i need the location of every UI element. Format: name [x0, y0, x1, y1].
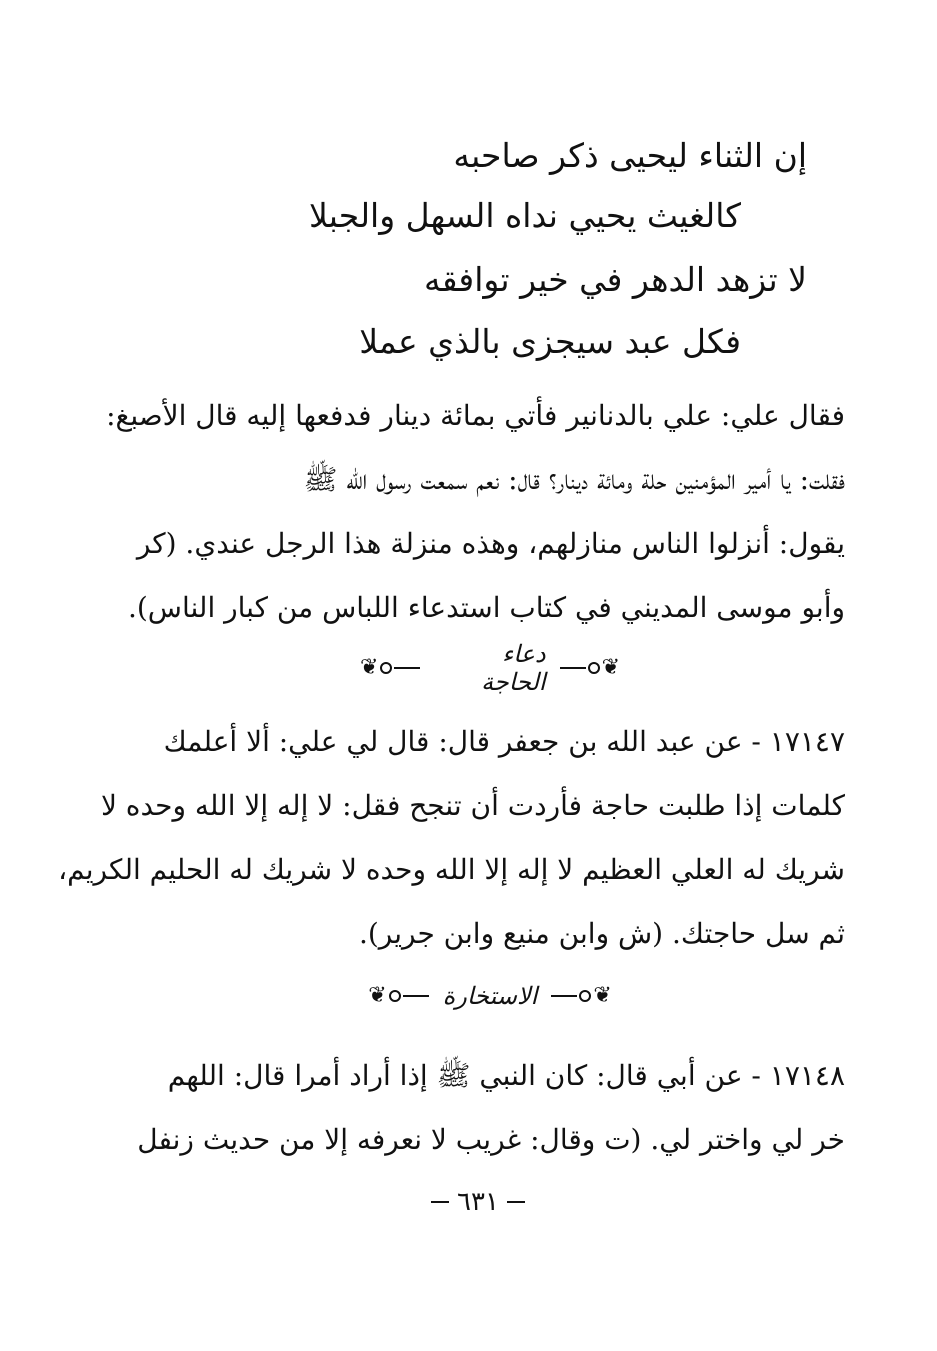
paragraph-2-line: شريك له العلي العظيم لا إله إلا الله وحده لا شريك له الحليم الكريم، [58, 853, 845, 886]
ornament-left-icon: ❦ [368, 985, 428, 1007]
paragraph-3-line: خر لي واختر لي. (ت وقال: غريب لا نعرفه إلا من حديث زنفل [137, 1123, 845, 1156]
poem-verse-3: لا تزهد الدهر في خير توافقه [424, 260, 807, 299]
ornament-right-icon: ❦ [560, 657, 620, 679]
page-number-text: ٦٣١ [457, 1187, 499, 1217]
paragraph-2-line: ثم سل حاجتك. (ش وابن منيع وابن جرير). [358, 917, 845, 950]
paragraph-2 [58, 710, 845, 966]
paragraph-1-line: فقال علي: علي بالدنانير فأتي بمائة دينار فدفعها إليه قال الأصبغ: [106, 399, 845, 432]
paragraph-1-line: يقول: أنزلوا الناس منازلهم، وهذه منزلة هذا الرجل عندي. (كر [136, 527, 845, 560]
poem-verse-1: إن الثناء ليحيى ذكر صاحبه [453, 136, 807, 175]
paragraph-1-line: فقلت: يا أمير المؤمنين حلة ومائة دينار؟ قال: نعم سمعت رسول الله ﷺ [303, 463, 845, 496]
paragraph-2-line: ١٧١٤٧ - عن عبد الله بن جعفر قال: قال لي علي: ألا أعلمك [163, 725, 845, 758]
paragraph-2-line: كلمات إذا طلبت حاجة فأردت أن تنجح فقل: لا إله إلا الله وحده لا [100, 789, 845, 822]
page-number [418, 1184, 538, 1220]
section-heading-2 [360, 976, 620, 1016]
section-title: الاستخارة [442, 982, 538, 1010]
paragraph-1 [106, 384, 845, 640]
poem-verse-4: فكل عبد سيجزى بالذي عملا [359, 322, 741, 361]
paragraph-1-line: وأبو موسى المديني في كتاب استدعاء اللباس من كبار الناس). [127, 591, 845, 624]
paragraph-3-line: ١٧١٤٨ - عن أبي قال: كان النبي ﷺ إذا أراد أمرا قال: اللهم [167, 1059, 845, 1092]
ornament-right-icon: ❦ [551, 985, 611, 1007]
section-heading-1 [360, 640, 620, 696]
poem-verse-2: كالغيث يحيي نداه السهل والجبلا [309, 196, 741, 235]
section-title: دعاء الحاجة [481, 640, 546, 696]
paragraph-3 [137, 1044, 845, 1172]
ornament-left-icon: ❦ [360, 657, 420, 679]
